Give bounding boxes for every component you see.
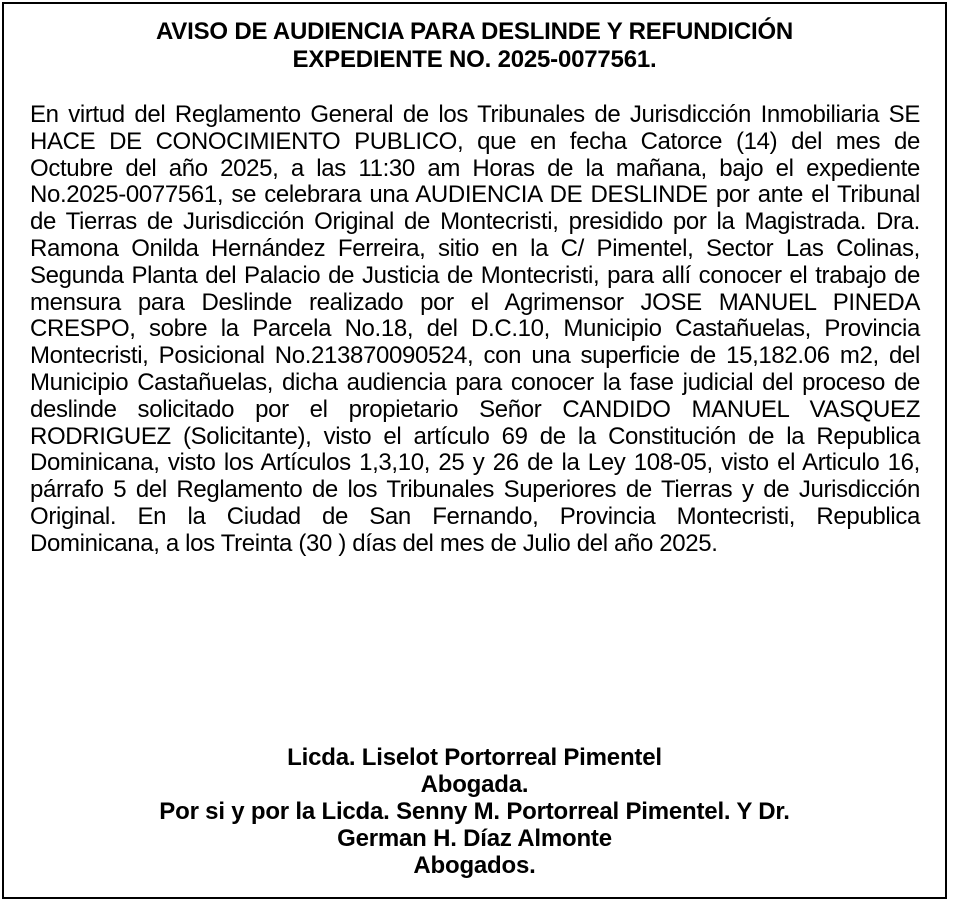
signer-title: Abogada. <box>420 771 529 798</box>
signers-title: Abogados. <box>413 852 536 879</box>
notice-body: En virtud del Reglamento General de los Tribunales de Jurisdicción Inmobiliaria SE HACE DE CONOCIMIENTO PUBLICO, que en fecha Catorce (14) del mes de Octubre del año 2025, a las 11:30 am Horas de la mañana, bajo el expediente No.2025-0077561, se celebrara una AUDIENCIA DE DESLINDE por ante el Tribunal de Tierras de Jurisdicción Original de Montecristi, presidido por la Magistrada. Dra. Ramona Onilda Hernández Ferreira, sitio en la C/ Pimentel, Sector Las Colinas, Segunda Planta del Palacio de Justicia de Montecristi, para allí conocer el trabajo de mensura para Deslinde realizado por el Agrimensor JOSE MANUEL PINEDA CRESPO, sobre la Parcela No.18, del D.C.10, Municipio Castañuelas, Provincia Montecristi, Posicional No.213870090524, con una superficie de 15,182.06 m2, del Municipio Castañuelas, dicha audiencia para conocer la fase judicial del proceso de deslinde solicitado por el propietario Señor CANDIDO MANUEL VASQUEZ RODRIGUEZ (Solicitante), visto el artículo 69 de la Constitución de la Republica Dominicana, visto los Artículos 1,3,10, 25 y 26 de la Ley 108-05, visto el Articulo 16, párrafo 5 del Reglamento de los Tribunales Superiores de Tierras y de Jurisdicción Original. En la Ciudad de San Fernando, Provincia Montecristi, Republica Dominicana, a los Treinta (30 ) días del mes de Julio del año 2025. <box>30 101 920 557</box>
notice-heading <box>24 18 925 74</box>
co-signer-name: German H. Díaz Almonte <box>337 825 612 852</box>
co-signer-line: Por si y por la Licda. Senny M. Portorreal Pimentel. Y Dr. <box>159 798 790 825</box>
signer-name: Licda. Liselot Portorreal Pimentel <box>287 744 662 771</box>
notice-title: AVISO DE AUDIENCIA PARA DESLINDE Y REFUNDICIÓN <box>155 18 794 45</box>
signature-block <box>24 744 925 879</box>
legal-notice <box>2 2 947 899</box>
case-number: EXPEDIENTE NO. 2025-0077561. <box>292 46 657 73</box>
